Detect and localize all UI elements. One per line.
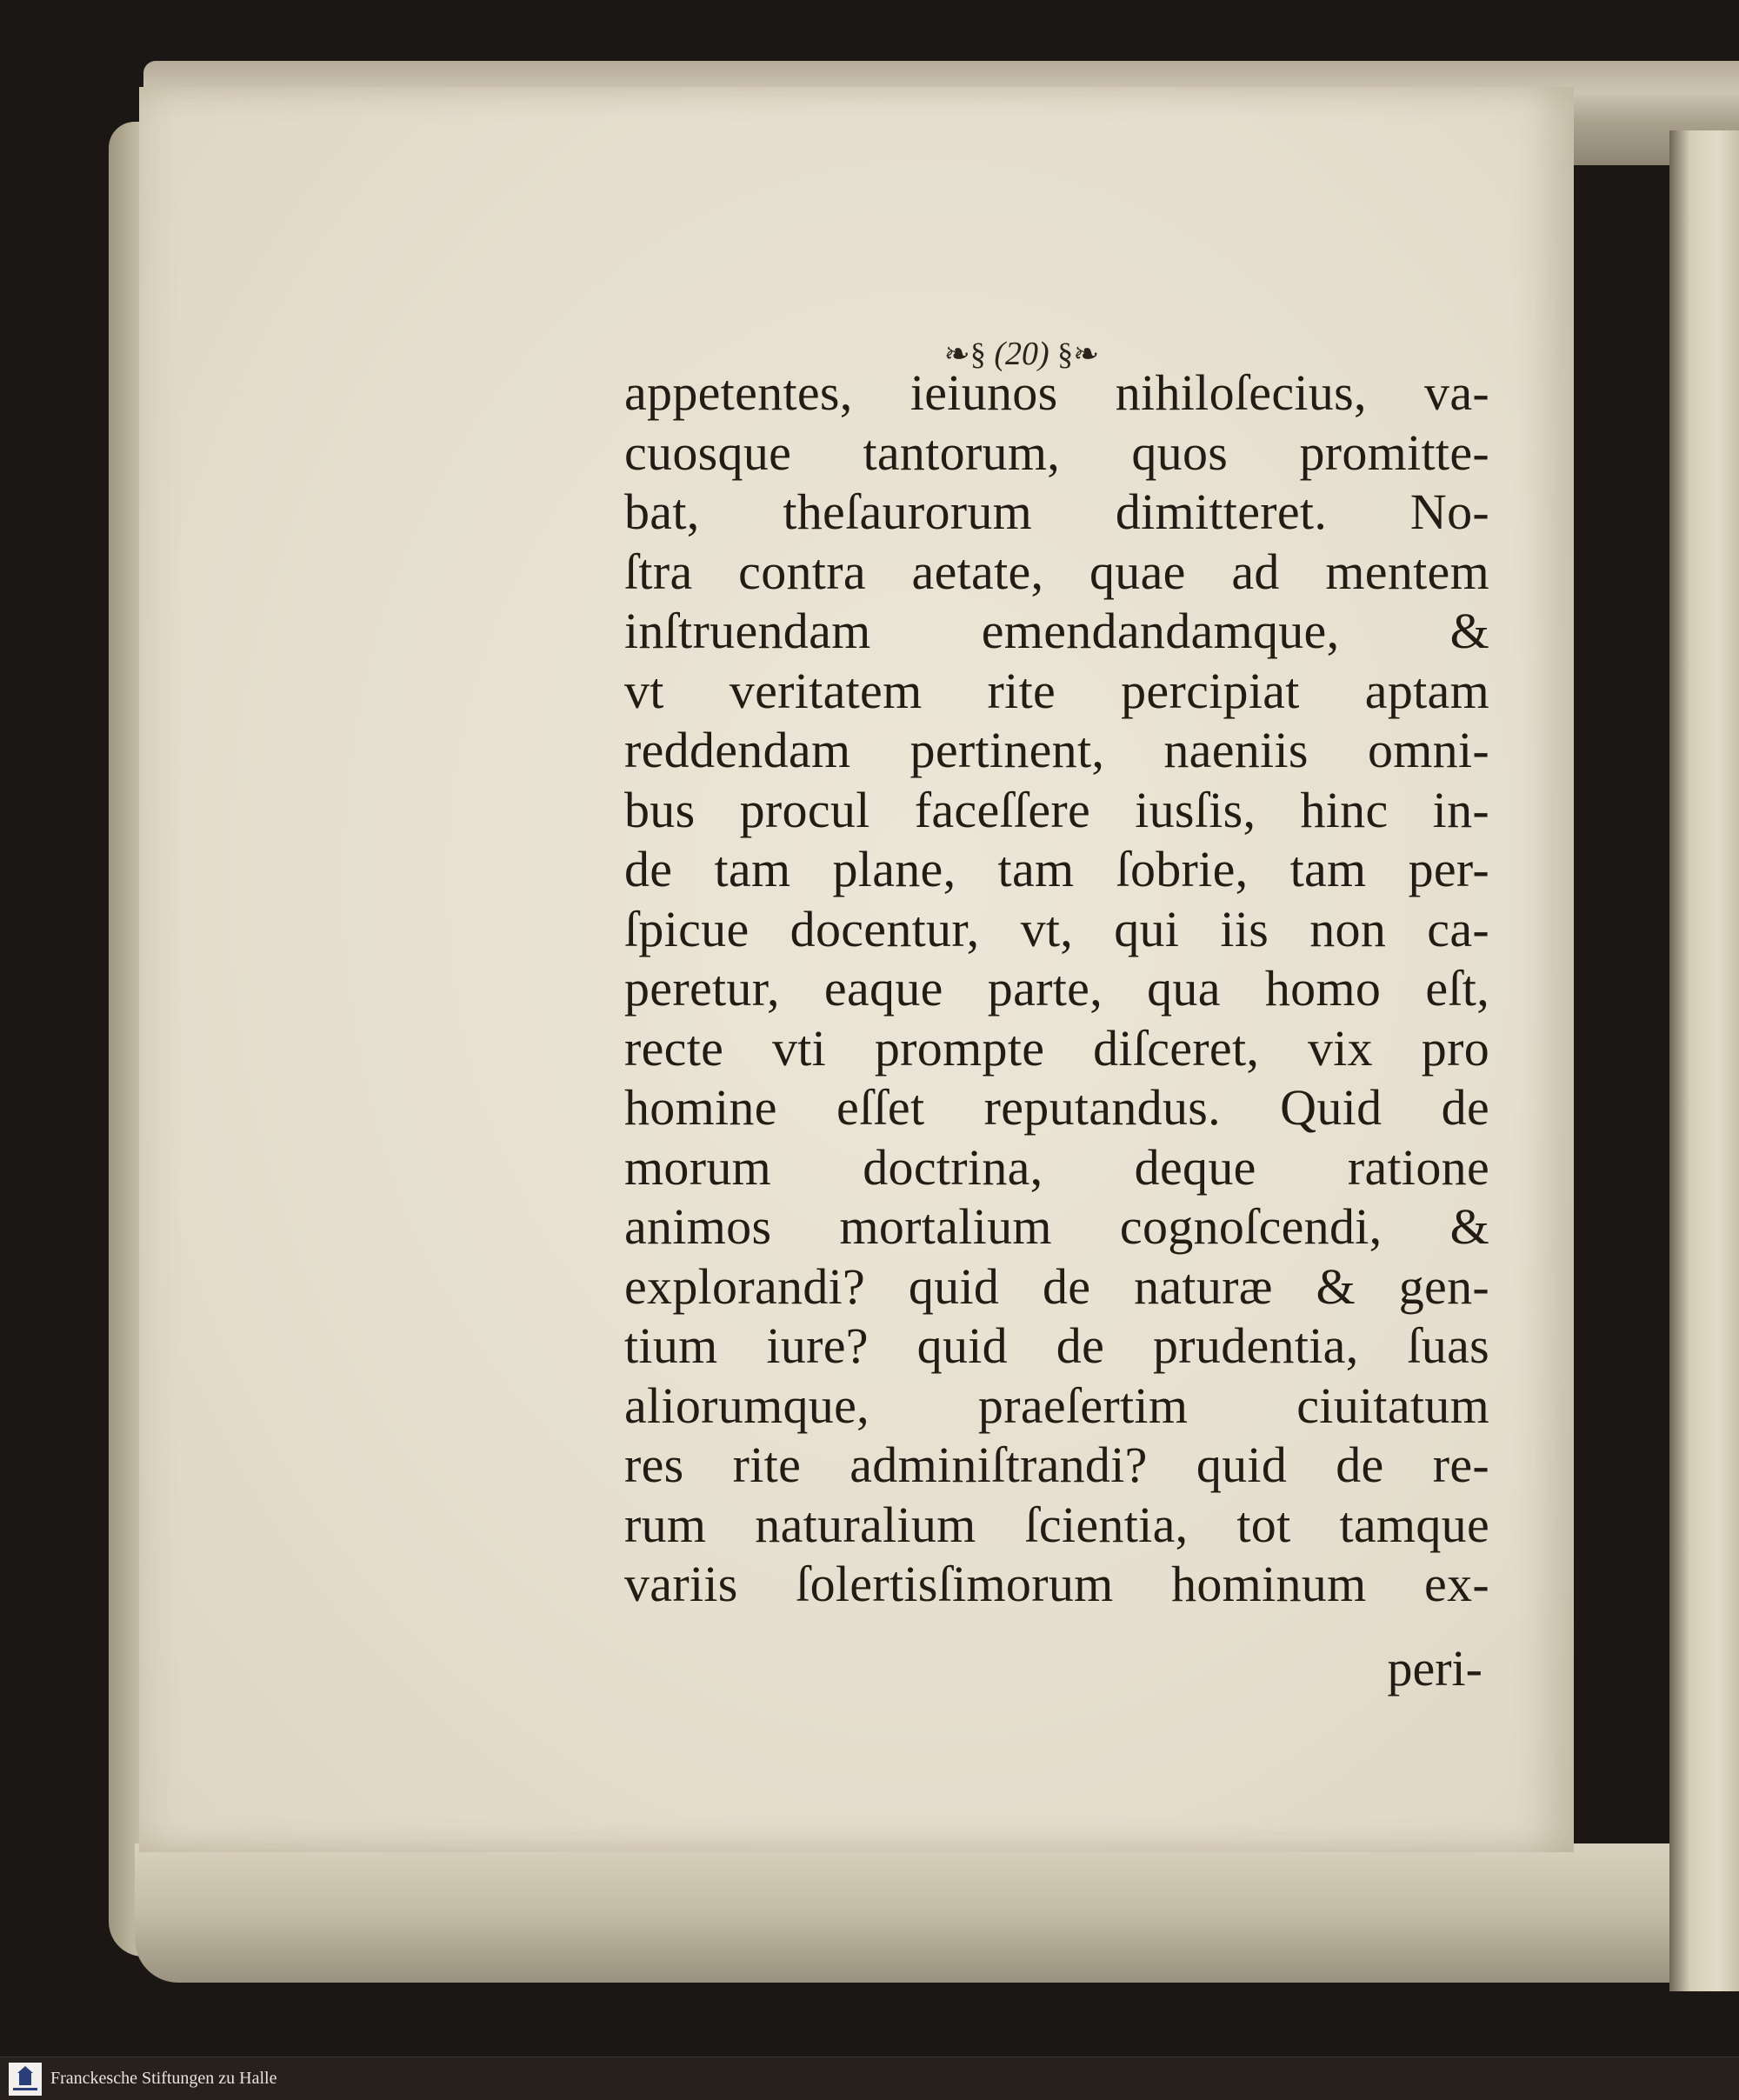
text-line: morum doctrina, deque ratione — [624, 1138, 1489, 1196]
text-line: appetentes, ieiunos nihiloſecius, va- — [624, 364, 1489, 421]
text-line: inſtruendam emendandamque, & — [624, 603, 1489, 659]
facing-page-edge — [1669, 130, 1739, 1991]
page-number: (20) — [994, 336, 1049, 372]
text-line: homine eſſet reputandus. Quid de — [624, 1079, 1489, 1136]
text-line: rum naturalium ſcientia, tot tamque — [624, 1496, 1489, 1553]
text-line: variis ſolertisſimorum hominum ex- — [624, 1556, 1489, 1612]
text-line: bus procul faceſſere iusſis, hinc in- — [624, 781, 1489, 838]
text-line: ſpicue docentur, vt, qui iis non ca- — [624, 900, 1489, 957]
header-ornament-right-icon: §❧ — [1057, 337, 1100, 371]
text-line: recte vti prompte diſceret, vix pro — [624, 1019, 1489, 1077]
text-line: de tam plane, tam ſobrie, tam per- — [624, 841, 1489, 897]
catchword: peri- — [1387, 1640, 1482, 1697]
text-line: explorandi? quid de naturæ & gen- — [624, 1257, 1489, 1315]
text-line: cuosque tantorum, quos promitte- — [624, 423, 1489, 481]
text-line: bat, theſaurorum dimitteret. No- — [624, 483, 1489, 540]
text-line: reddendam pertinent, naeniis omni- — [624, 722, 1489, 778]
text-line: vt veritatem rite percipiat aptam — [624, 662, 1489, 719]
text-line: animos mortalium cognoſcendi, & — [624, 1198, 1489, 1255]
text-line: aliorumque, praeſertim ciuitatum — [624, 1377, 1489, 1434]
text-line: res rite adminiſtrandi? quid de re- — [624, 1437, 1489, 1493]
text-line: peretur, eaque parte, qua homo eſt, — [624, 960, 1489, 1017]
header-ornament-left-icon: ❧§ — [943, 337, 986, 371]
franckesche-stiftungen-logo-icon[interactable] — [9, 2063, 42, 2096]
footer-bar — [0, 2057, 1739, 2100]
book-bottom-edge — [135, 1843, 1700, 1983]
text-line: ſtra contra aetate, quae ad mentem — [624, 543, 1489, 600]
footer-institution-link[interactable]: Franckesche Stiftungen zu Halle — [50, 2069, 277, 2088]
page-body-text — [624, 363, 1489, 1615]
text-line: tium iure? quid de prudentia, ſuas — [624, 1317, 1489, 1374]
